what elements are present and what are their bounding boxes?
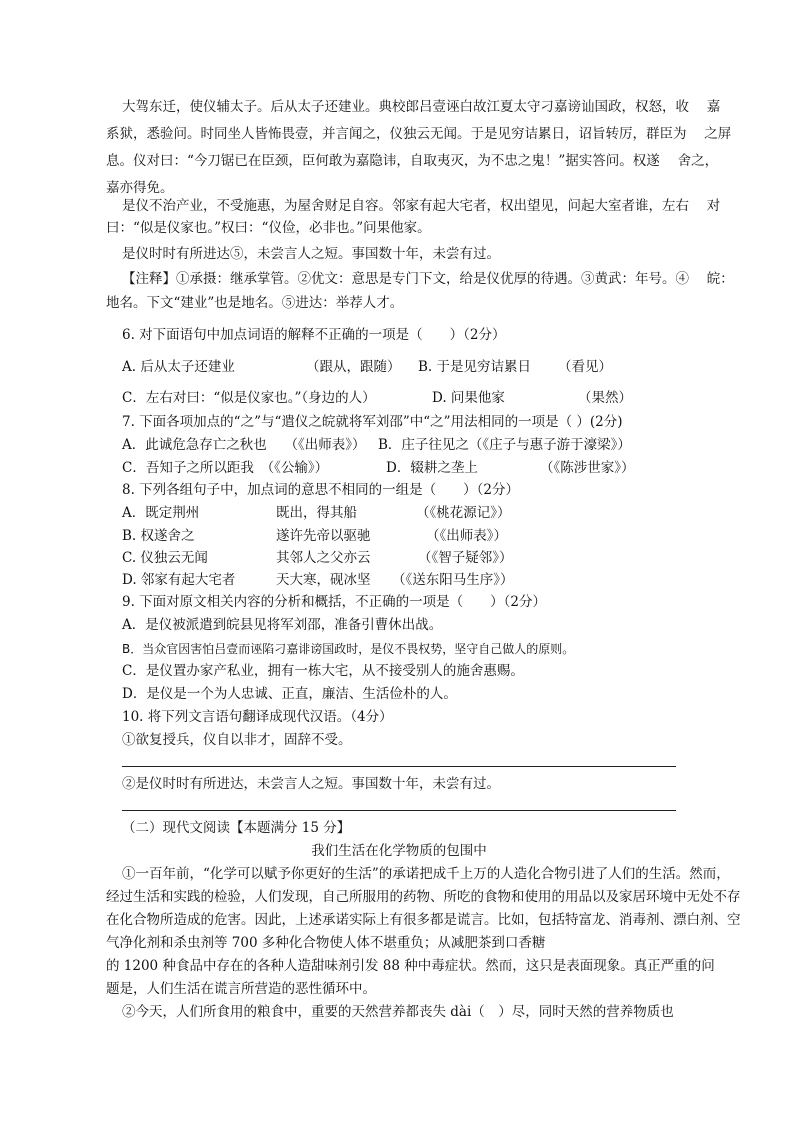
q7-option-a: A．此诚危急存亡之秋也 （《出师表》） [122, 437, 366, 453]
question-7-stem: 7. 下面各项加点的“之”与“遣仪之皖就将军刘邵”中“之”用法相同的一项是（ ）(2分) [122, 414, 623, 430]
passage-line: 系狱，悉验问。时同坐人皆怖畏壹，并言闻之，仪独云无闻。于是见穷诘累日，诏旨转厉，群臣为 之屏 [106, 126, 732, 142]
q8-row-c-source: （《智子疑邻》） [418, 550, 513, 566]
annotation-note: 地名。下文“建业”也是地名。⑤进达：举荐人才。 [106, 295, 404, 311]
q8-row-b-col1: B. 权遂舍之 [122, 528, 195, 544]
q6-option-c: C．左右对曰：“似是仪家也。”（身边的人） [122, 390, 376, 406]
q6-option-b-gloss: （看见） [558, 359, 612, 375]
answer-line [122, 810, 676, 811]
q8-row-b-source: （《出师表》） [426, 528, 507, 544]
question-6-stem: 6. 对下面语句中加点词语的解释不正确的一项是（ ）（2分） [122, 327, 506, 343]
answer-line [122, 766, 676, 767]
q9-option-a: A．是仪被派遣到皖县见将军刘邵，准备引曹休出战。 [122, 617, 443, 633]
q10-sentence-1: ①欲复授兵，仪自以非才，固辞不受。 [122, 732, 352, 748]
q8-row-a-col2: 既出，得其船 [276, 505, 357, 521]
q8-row-c-col2: 其邻人之父亦云 [276, 550, 371, 566]
annotation-note: 【注释】①承摄：继承掌管。②优文：意思是专门下文，给是仪优厚的待遇。③黄武：年号。④ 皖： [122, 271, 734, 287]
q8-row-d-col2: 天大寒，砚冰坚 [276, 572, 371, 588]
q7-option-c: C．吾知子之所以距我 （《公输》） [122, 460, 329, 476]
article-line: 经过生活和实践的检验，人们发现，自己所服用的药物、所吃的食物和使用的用品以及家居环境中无处不存 [106, 889, 741, 905]
q6-option-d-gloss: （果然） [578, 390, 632, 406]
article-line: ①一百年前，“化学可以赋予你更好的生活”的承诺把成千上万的人造化合物引进了人们的生活。然而， [122, 866, 730, 882]
q7-option-d-source: （《陈涉世家》） [540, 460, 635, 476]
q7-option-d: D．辍耕之垄上 [386, 460, 478, 476]
question-10-stem: 10. 将下列文言语句翻译成现代汉语。（4分） [122, 709, 393, 725]
article-title: 我们生活在化学物质的包围中 [311, 843, 487, 859]
article-line: 在化合物所造成的危害。因此，上述承诺实际上有很多都是谎言。比如，包括特富龙、消毒剂、漂白剂、空 [106, 912, 741, 928]
article-line: 气净化剂和杀虫剂等 700 多种化合物使人体不堪重负；从减肥茶到口香糖 [106, 935, 546, 951]
q7-option-b: B．庄子往见之（《庄子与惠子游于濠梁》） [378, 437, 631, 453]
question-8-stem: 8. 下列各组句子中，加点词的意思不相同的一组是（ ）（2分） [122, 482, 520, 498]
q8-row-c-col1: C. 仪独云无闻 [122, 550, 208, 566]
q10-sentence-2: ②是仪时时有所进达，未尝言人之短。事国数十年，未尝有过。 [122, 776, 500, 792]
section-heading: （二）现代文阅读【本题满分 15 分】 [122, 820, 351, 836]
passage-line: 大驾东迁，使仪辅太子。后从太子还建业。典校郎吕壹诬白故江夏太守刁嘉谤讪国政，权怒，收 嘉 [122, 99, 721, 115]
q8-row-d-source: （《送东阳马生序》） [392, 572, 514, 588]
q8-row-a-col1: A．既定荆州 [122, 505, 200, 521]
question-9-stem: 9. 下面对原文相关内容的分析和概括，不正确的一项是（ ）（2分） [122, 594, 547, 610]
article-line: 题是，人们生活在谎言所营造的恶性循环中。 [106, 981, 376, 997]
q9-option-d: D．是仪是一个为人忠诚、正直，廉洁、生活俭朴的人。 [122, 686, 457, 702]
passage-line: 嘉亦得免。 [106, 180, 174, 196]
q9-option-c: C．是仪置办家产私业，拥有一栋大宅，从不接受别人的施舍惠赐。 [122, 663, 524, 679]
q6-option-a: A. 后从太子还建业 [122, 359, 235, 375]
q6-option-d: D. 问果他家 [432, 390, 505, 406]
q8-row-a-source: （《桃花源记》） [416, 505, 511, 521]
q8-row-d-col1: D. 邻家有起大宅者 [122, 572, 236, 588]
q6-option-b: B. 于是见穷诘累日 [418, 359, 532, 375]
passage-line: 息。仪对曰：“今刀锯已在臣颈，臣何敢为嘉隐讳，自取夷灭，为不忠之鬼！”据实答问。权遂 舍之， [106, 153, 719, 169]
article-line: 的 1200 种食品中存在的各种人造甜味剂引发 88 种中毒症状。然而，这只是表面现象。真正严重的问 [106, 958, 715, 974]
q6-option-a-gloss: （跟从，跟随） [306, 359, 401, 375]
passage-line: 曰：“似是仪家也。”权曰：“仪俭，必非也。”问果他家。 [106, 220, 431, 236]
passage-line: 是仪不治产业，不受施惠，为屋舍财足自容。邻家有起大宅者，权出望见，问起大室者谁，左右 对 [122, 198, 721, 214]
article-line: ②今天，人们所食用的粮食中，重要的天然营养都丧失 dài（ ）尽，同时天然的营养物质也 [122, 1004, 674, 1020]
q9-option-b: B．当众官因害怕吕壹而诬陷刁嘉诽谤国政时，是仪不畏权势，坚守自己做人的原则。 [122, 642, 575, 656]
passage-line: 是仪时时有所进达⑤，未尝言人之短。事国数十年，未尝有过。 [122, 246, 500, 262]
q8-row-b-col2: 遂许先帝以驱驰 [276, 528, 371, 544]
